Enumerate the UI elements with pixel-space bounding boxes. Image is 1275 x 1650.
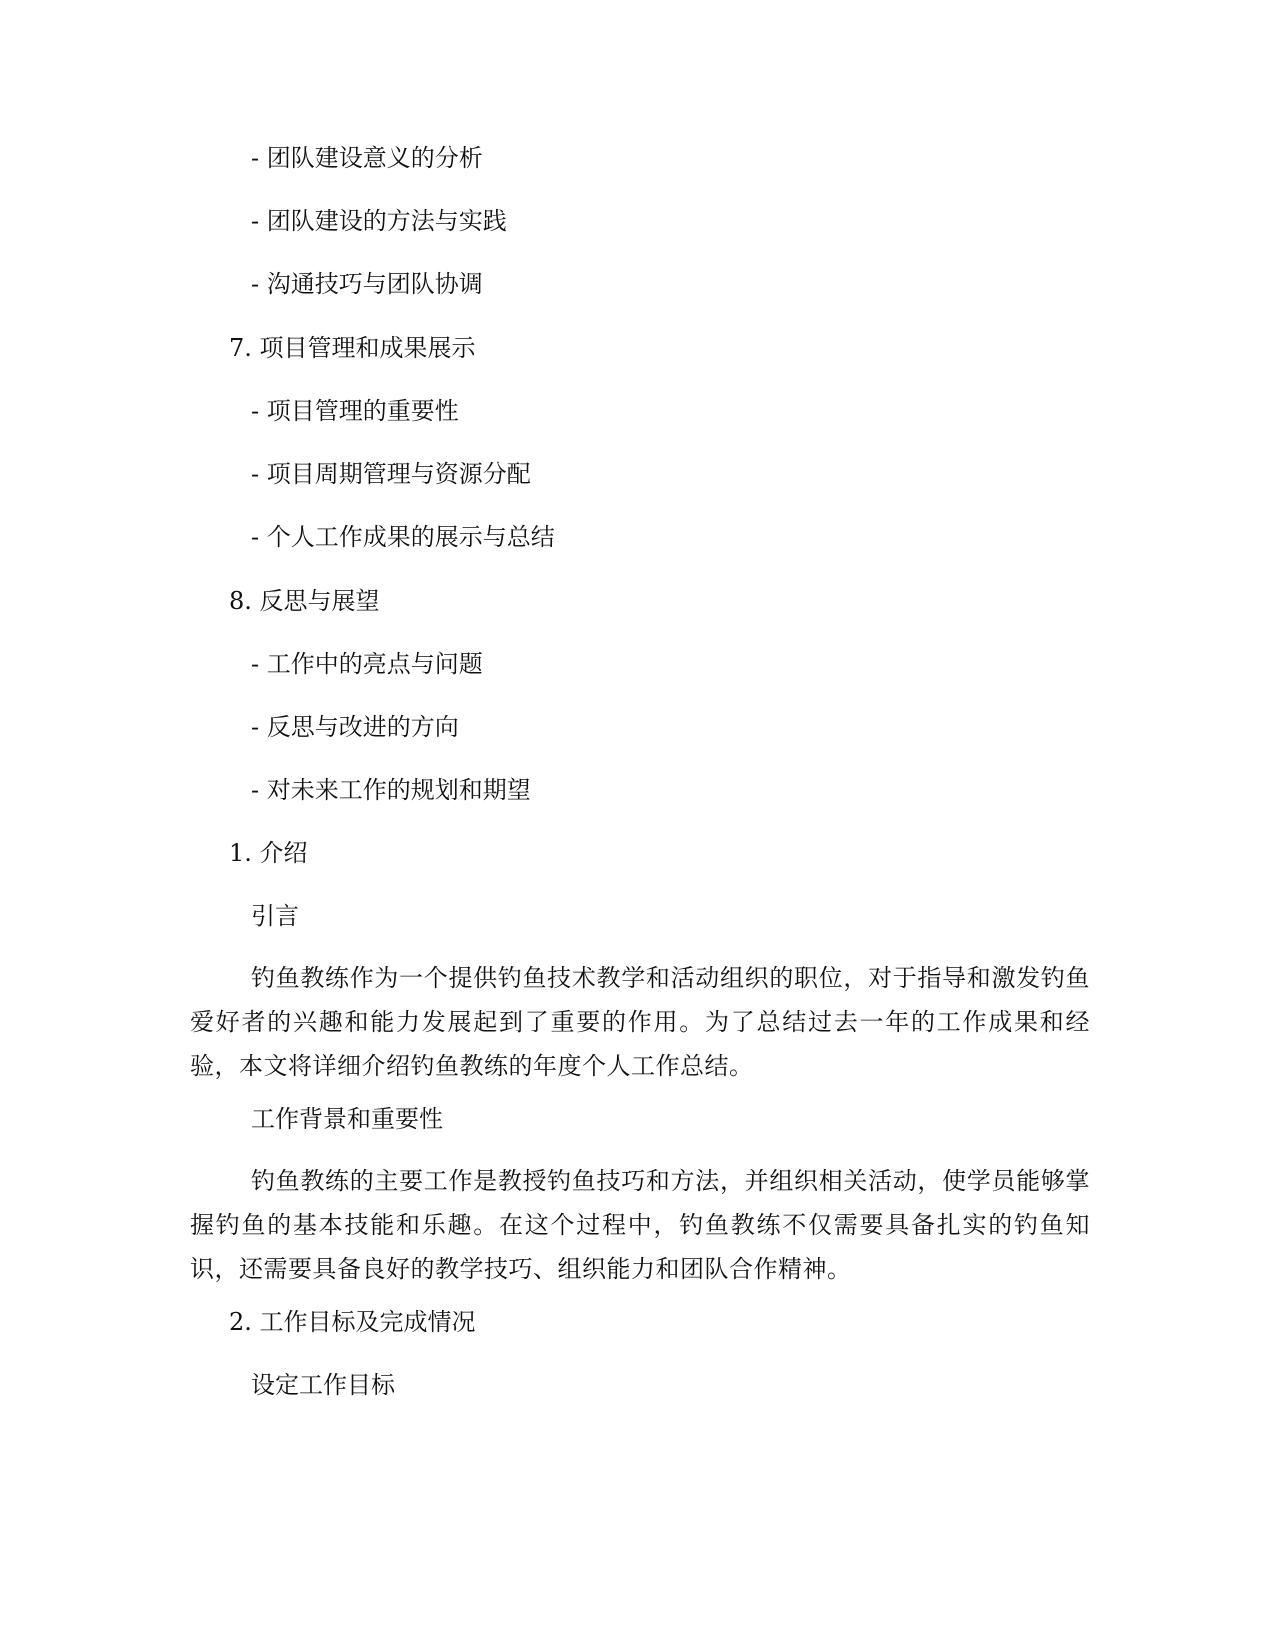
section-7-title: 7. 项目管理和成果展示: [229, 334, 476, 362]
outline-item: - 反思与改进的方向: [251, 713, 459, 741]
outline-item: - 工作中的亮点与问题: [251, 650, 483, 678]
section-1-title: 1. 介绍: [229, 839, 308, 867]
outline-item: - 项目管理的重要性: [251, 397, 459, 425]
intro-paragraph: 钓鱼教练作为一个提供钓鱼技术教学和活动组织的职位，对于指导和激发钓鱼爱好者的兴趣和能力发展起到了重要的作用。为了总结过去一年的工作成果和经验，本文将详细介绍钓鱼教练的年度个人工作总结。: [190, 964, 1090, 1080]
outline-item: - 对未来工作的规划和期望: [251, 776, 531, 804]
background-paragraph: 钓鱼教练的主要工作是教授钓鱼技巧和方法，并组织相关活动，使学员能够掌握钓鱼的基本技能和乐趣。在这个过程中，钓鱼教练不仅需要具备扎实的钓鱼知识，还需要具备良好的教学技巧、组织能力和团队合作精神。: [190, 1167, 1090, 1283]
background-heading: 工作背景和重要性: [251, 1105, 443, 1133]
section-2-title: 2. 工作目标及完成情况: [229, 1308, 476, 1336]
outline-item: - 沟通技巧与团队协调: [251, 270, 483, 298]
outline-item: - 个人工作成果的展示与总结: [251, 523, 555, 551]
intro-heading: 引言: [251, 902, 299, 930]
goal-heading: 设定工作目标: [251, 1371, 395, 1399]
outline-item: - 团队建设的方法与实践: [251, 207, 507, 235]
outline-item: - 团队建设意义的分析: [251, 144, 483, 172]
outline-item: - 项目周期管理与资源分配: [251, 460, 531, 488]
section-8-title: 8. 反思与展望: [229, 587, 380, 615]
